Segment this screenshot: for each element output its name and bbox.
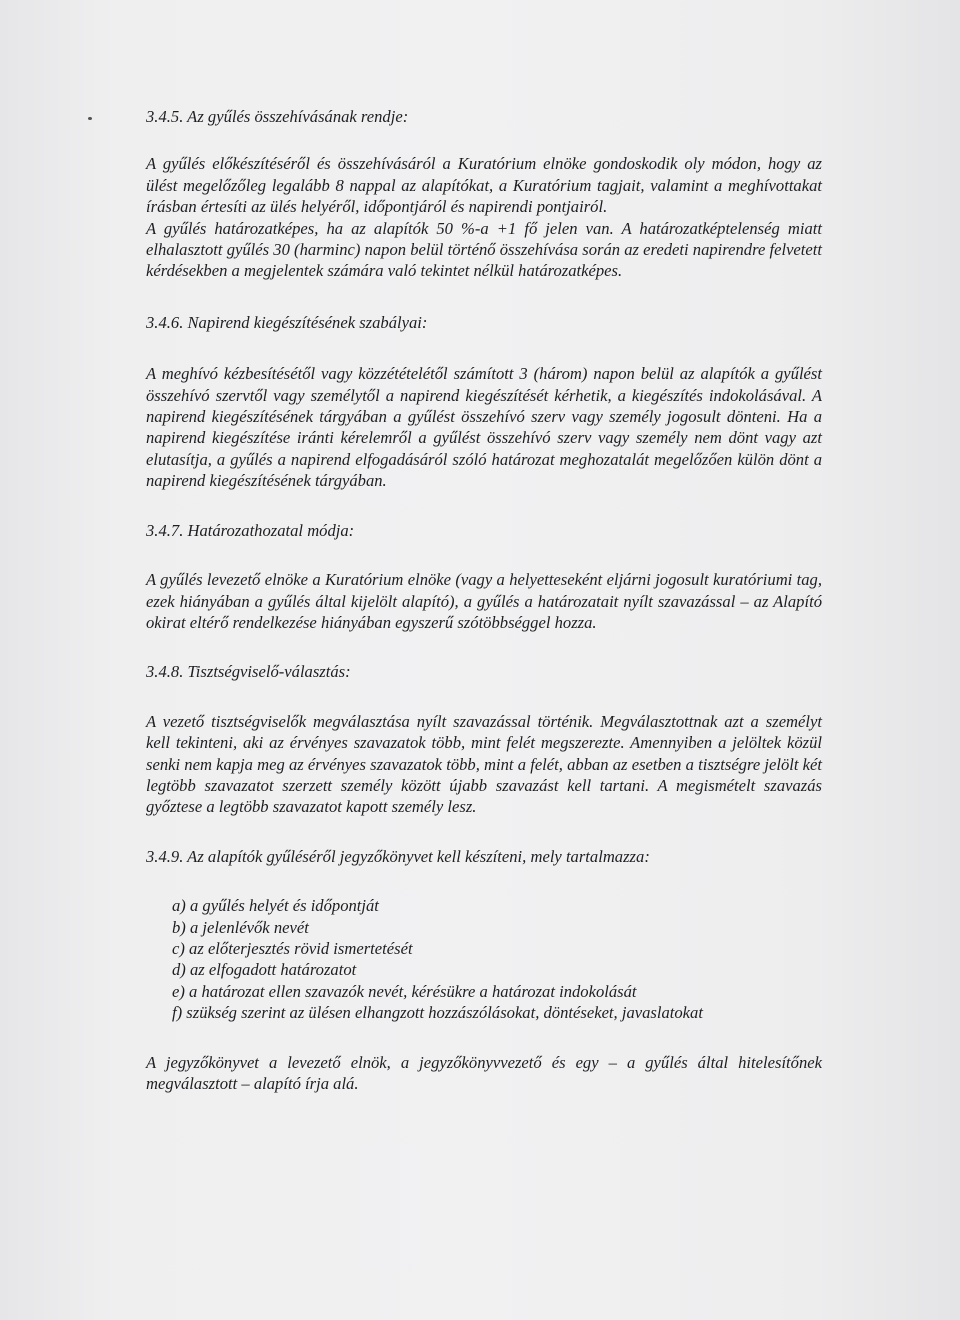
list-item: c) az előterjesztés rövid ismertetését (172, 938, 413, 958)
section-heading-3-4-5: 3.4.5. Az gyűlés összehívásának rendje: (146, 107, 409, 126)
paragraph-decision-making: A gyűlés levezető elnöke a Kuratórium elnöke (vagy a helyetteseként eljárni jogosult kuratóriumi tag, ezek hiányában a gyűlés által kijelölt alapító), a gyűlés a határozatait nyílt szavazással – az Alapító okirat eltérő rendelkezése hiányában egyszerű szótöbbséggel hozza. (146, 570, 822, 632)
list-item: e) a határozat ellen szavazók nevét, kérésükre a határozat indokolását (172, 981, 637, 1001)
paragraph-convening: A gyűlés előkészítéséről és összehívásáról a Kuratórium elnöke gondoskodik oly módon, hogy az ülést megelőzőleg legalább 8 nappal az alapítókat, a Kuratórium tagjait, valamint a meghívottakat írásban értesíti az ülés helyéről, időpontjáról és napirendi pontjairól. (146, 154, 822, 217)
list-item: d) az elfogadott határozatot (172, 960, 357, 980)
section-heading-3-4-9: 3.4.9. Az alapítók gyűléséről jegyzőkönyvet kell készíteni, mely tartalmazza: (146, 846, 650, 866)
document-body (146, 106, 822, 1094)
paragraph-minutes-signature: A jegyzőkönyvet a levezető elnök, a jegyzőkönyvvezető és egy – a gyűlés által hitelesítőnek megválasztott – alapító írja alá. (146, 1052, 822, 1093)
paragraph-officer-election: A vezető tisztségviselők megválasztása nyílt szavazással történik. Megválasztottnak azt a személyt kell tekinteni, aki az érvényes szavazatok több, mint felét megszerezte. Amennyiben a jelöltek közül senki nem kapja meg az érvényes szavazatok több, mint a felét, abban az esetben a tisztségre jelölt két legtöbb szavazatot szerzett személy között újabb szavazást kell tartani. A megismételt szavazás győztese a legtöbb szavazatot kapott személy lesz. (146, 711, 822, 817)
section-heading-3-4-6: 3.4.6. Napirend kiegészítésének szabályai: (146, 312, 428, 332)
paragraph-agenda-supplement: A meghívó kézbesítésétől vagy közzétételétől számított 3 (három) napon belül az alapítók a gyűlést összehívó szervtől vagy személytől a napirend kiegészítését kérhetik, a kiegészítés indokolásával. A napirend kiegészítésének tárgyában a gyűlést összehívó szerv vagy személy jogosult dönteni. Ha a napirend kiegészítése iránti kérelemről a gyűlést összehívó szerv vagy személy nem dönt vagy azt elutasítja, a gyűlés a napirend elfogadásáról szóló határozat meghozatalát megelőzően külön dönt a napirend kiegészítésének tárgyában. (146, 364, 822, 491)
minutes-contents-list (146, 895, 822, 1023)
list-item: f) szükség szerint az ülésen elhangzott hozzászólásokat, döntéseket, javaslatokat (172, 1003, 703, 1023)
section-heading-3-4-7: 3.4.7. Határozathozatal módja: (146, 520, 355, 540)
section-heading-3-4-8: 3.4.8. Tisztségviselő-választás: (146, 662, 351, 682)
paragraph-quorum: A gyűlés határozatképes, ha az alapítók 50 %-a +1 fő jelen van. A határozatképtelenség miatt elhalasztott gyűlés 30 (harminc) napon belül történő összehívása során az eredeti napirendre felvetett kérdésekben a megjelentek számára való tekintet nélkül határozatképes. (146, 218, 822, 281)
list-item: a) a gyűlés helyét és időpontját (172, 896, 379, 916)
list-item: b) a jelenlévők nevét (172, 917, 309, 937)
scan-speck (88, 117, 92, 120)
